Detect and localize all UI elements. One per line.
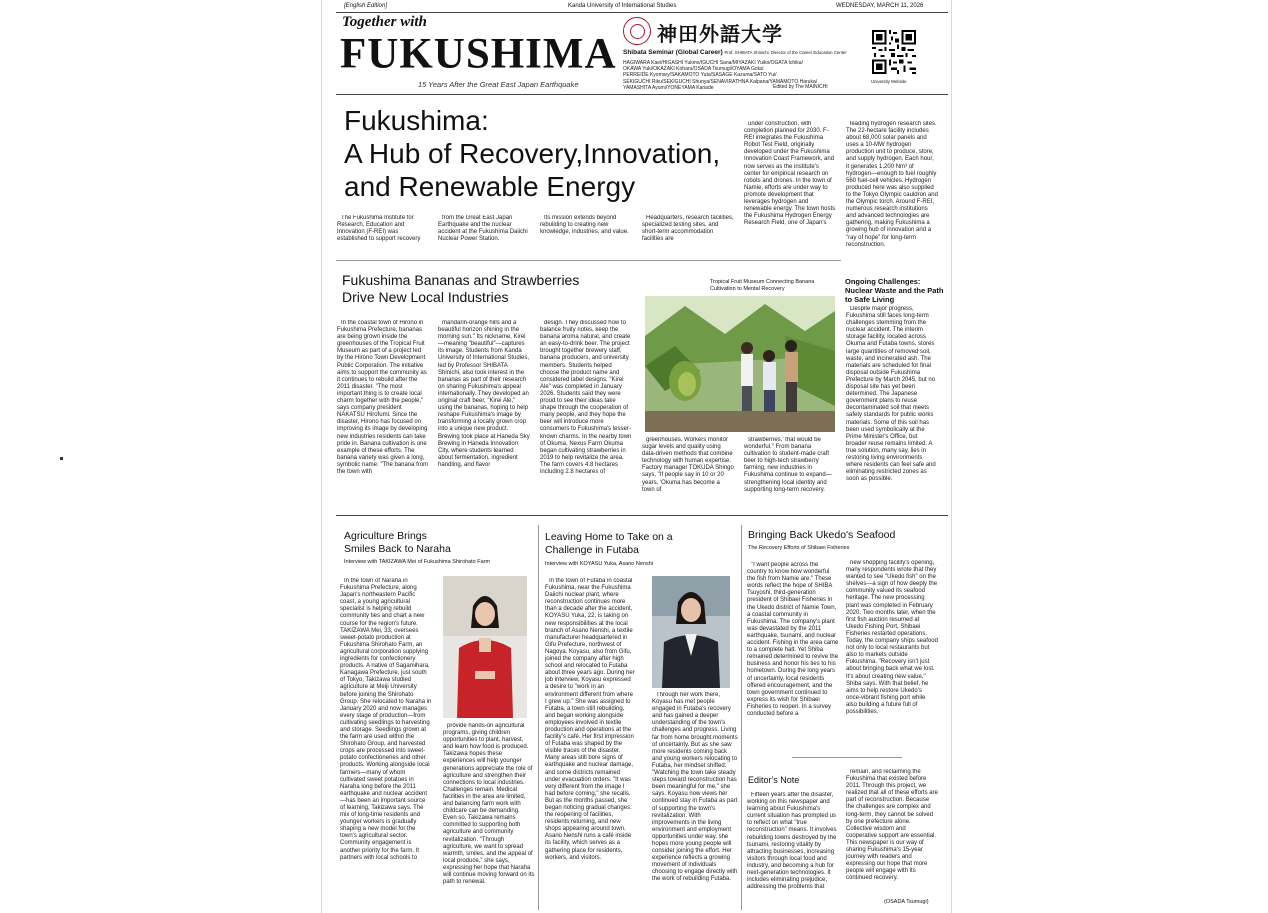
ukedo-byline: The Recovery Efforts of Shibaei Fisheries (748, 545, 850, 551)
futaba-headline: Leaving Home to Take on a Challenge in Futaba (545, 531, 673, 556)
bananas-headline: Fukushima Bananas and Strawberries Drive New Local Industries (342, 272, 580, 305)
newspaper-page (321, 0, 952, 913)
divider-1 (538, 525, 539, 910)
edited-by: Edited by The MAINICHI (773, 84, 828, 90)
top-rule (336, 12, 948, 13)
masthead-title: FUKUSHIMA (340, 29, 617, 78)
qr-caption: University Website (871, 79, 907, 84)
naraha-headline: Agriculture Brings Smiles Back to Naraha (344, 530, 451, 555)
lead-col-5: under construction, with completion planned for 2030. F-REI integrates the Fukushima Robot Test Field, originally developed under the Fukushima Innovation Coast Framework, and now serves as the institute's center for empirical research on robots and drones. In the town of Namie, efforts are under way to promote development that leverages hydrogen and renewable energy. The town hosts the Fukushima Hydrogen Energy Research Field, one of Japan's (744, 121, 836, 227)
futaba-col-2: Through her work there, Koyasu has met people engaged in Futaba's recovery and has gained a deeper understanding of the town's challenges and progress. Living far from home brought moments of uncertainty. But as she saw more residents coming back and young workers relocating to Futaba, her mindset shifted. "Watching the town take steady steps toward reconstruction has been meaningful for me," she says. Koyasu now views her continued stay in Futaba as part of supporting the town's revitalization. With improvements in the living environment and employment opportunities under way, she hopes more young people will consider joining the effort. Her experience reflects a growing movement of individuals choosing to engage directly with the work of rebuilding Futaba. (652, 692, 738, 883)
lead-col-1: The Fukushima Institute for Research, Education and Innovation (F-REI) was established to support recovery (337, 215, 421, 243)
middle-rule (336, 515, 948, 516)
university-logo-icon (623, 17, 651, 45)
sidebar-headline: Ongoing Challenges: Nuclear Waste and the Path to Safe Living (845, 277, 944, 304)
masthead-subtitle: 15 Years After the Great East Japan Earthquake (418, 80, 579, 89)
lead-headline: Fukushima: A Hub of Recovery,Innovation, and Renewable Energy (344, 105, 721, 202)
seminar-title: Shibata Seminar (Global Career) Prof. SHIBATA Shinichi, Director of the Career Education Center (623, 49, 847, 56)
ukedo-col-1: "I want people across the country to know how wonderful the fish from Namie are." These words reflect the hope of SHIBA Tsuyoshi, third-generation president of Shibaei Fisheries in the Ukedo district of Namie Town, a coastal community in Fukushima. The company's plant was devastated by the 2011 earthquake, tsunami, and nuclear accident. Fishing in the area came to a complete halt. Yet Shiba remained determined to revive the business and honor his ties to his hometown. During the long years of uncertainty, local residents offered encouragement, and the town government continued to express its wish for Shibaei Fisheries to reopen. In a survey conducted before a (747, 562, 839, 717)
lead-col-2: from the Great East Japan Earthquake and the nuclear accident at the Fukushima Daiichi Nuclear Power Station. (438, 215, 528, 243)
ukedo-col-2: new shopping facility's opening, many respondents wrote that they wanted to see "Ukedo fish" on the shelves—a sign of how deeply the community valued its seafood heritage. The new processing plant was completed in February 2020. Two months later, when the first fish auction resumed at Ukedo Fishing Port, Shibaei Fisheries restarted operations. Today, the company ships seafood not only to local restaurants but also to markets outside Fukushima. "Recovery isn't just about bringing back what we lost. It's about creating new value," Shiba says. With that belief, he aims to help restore Ukedo's once-vibrant fishing port while also building a future full of possibilities. (846, 560, 938, 715)
lead-col-4: Headquarters, research facilities, specialized testing sites, and short-term accommodation facilities are (642, 215, 734, 243)
editor-signature: (OSADA Tsumugi) (884, 899, 929, 905)
university-name-jp: 神田外語大学 (657, 24, 783, 46)
futaba-col-1: In the town of Futaba in coastal Fukushima, near the Fukushima Daiichi nuclear plant, where reconstruction continues more than a decade after the accident, KOYASU Yuka, 22, is taking on new responsibilities at the local branch of Asano Nenshi, a textile manufacturer headquartered in Gifu Prefecture, northwest of Nagoya. Koyasu, also from Gifu, joined the company after high school and relocated to Futaba about three years ago. During her job interview, Koyasu expressed a desire to "work in an environment different from where I grew up." She was assigned to Futaba, a town still rebuilding, and began working alongside employees involved in textile production and operations at the facility's café. Her first impression of Futaba was shaped by the visible traces of the disaster. Many areas still bore signs of earthquake and nuclear damage, and some districts remained under evacuation orders. "It was very different from the image I had before coming," she recalls. But as the months passed, she began noticing gradual changes: the reopening of facilities, residents returning, and new shops appearing around town. Asano Nenshi runs a café inside its facility, which serves as a gathering place for residents, workers, and visitors. (545, 578, 635, 861)
lead-rule (336, 260, 841, 261)
ukedo-headline: Bringing Back Ukedo's Seafood (748, 529, 896, 541)
date-label: WEDNESDAY, MARCH 11, 2026 (836, 3, 924, 9)
futaba-byline: Interview with KOYASU Yuka, Asano Nenshi (545, 561, 654, 567)
naraha-col-1: In the town of Naraha in Fukushima Prefecture, along Japan's northeastern Pacific coast, a young agricultural specialist is helping rebuild community ties and chart a new course for the region's future. TAKIZAWA Mei, 33, oversees sweet-potato production at Fukushima Shirohato Farm, an agricultural corporation supplying ingredients for confectionery products. A native of Sagamihara, Kanagawa Prefecture, just south of Tokyo, Takizawa studied agriculture at Meiji University before joining the Shirohato Group. She relocated to Naraha in January 2020 and now manages every stage of production—from cultivating seedlings to harvesting and storage. Seedlings grown at the farm are used within the Shirohato Group, and harvested crops are processed into sweet-potato confectioneries and other products. Working alongside local farmers—many of whom cultivated sweet potatoes in Naraha long before the 2011 earthquake and nuclear accident—has been an important source of learning, Takizawa says. The mix of long-time residents and younger workers is gradually shaping a new model for the town's agricultural sector. Community engagement is another priority for the farm. It partners with local schools to (340, 578, 432, 861)
koyasu-photo (652, 576, 730, 688)
member-list: HAGIWARA Kaei/HIGASHI Yukino/IGUCHI Sana/MIYAZAKI Yuiko/OGATA Ichika/ OKAWA Yuki/OKAZAKI Koharu/OSADA Tsumugi/OYAMA Gota/ PERREIDE Kyomary/SAKAMOTO Yuta/SASAGE Kazuma/SATO Yui/ SEKIGUCHI Riku/SEKIGUCHI Shunya/SENAVIRATHNA Kalpana/YAMAMOTO Haruka/ YAMASHITA Ayumi/YONEYAMA Kanade Edited by The MAINICHI (623, 60, 828, 91)
qr-code-icon[interactable] (872, 30, 916, 74)
bananas-photo-caption: Tropical Fruit Museum Connecting Banana Cultivation to Mental Recovery (710, 279, 815, 292)
lead-col-3: Its mission extends beyond rebuilding to creating new knowledge, industries, and value. (540, 215, 629, 236)
lead-col-6: leading hydrogen research sites. The 22-hectare facility includes about 68,000 solar panels and uses a 10-MW hydrogen production unit to produce, store, and supply hydrogen. Each hour, it generates 1,200 Nm³ of hydrogen—enough to fuel roughly 560 fuel-cell vehicles. Hydrogen produced here was also supplied to the Tokyo Olympic cauldron and the Olympic torch. Around F-REI, numerous research institutions and advanced technologies are gathering, making Fukushima a growing hub of innovation and a "ray of hope" for long-term reconstruction. (846, 121, 938, 248)
bananas-col-2: mandarin-orange hills and a beautiful horizon shining in the morning sun." Its nickname, Kirei—meaning "beautiful"—captures its image. Students from Kanda University of International Studies, led by Professor SHIBATA Shinichi, also took interest in the bananas as part of their research on sharing Fukushima's appeal internationally. They developed an original craft beer, "Kirei Ale," using the bananas, hoping to help reshape Fukushima's image by transforming a locally grown crop into a unique new product. Brewing took place at Haneda Sky Brewing in Haneda Innovation City, where students learned about fermentation, ingredient handling, and flavor (438, 320, 530, 468)
divider-2 (741, 525, 742, 910)
editor-headline: Editor's Note (748, 775, 800, 785)
university-label: Kanda University of International Studies (568, 3, 677, 9)
naraha-col-2: provide hands-on agricultural programs, giving children opportunities to plant, harvest, and learn how food is produced. Takizawa hopes these experiences will help younger generations appreciate the role of agriculture and strengthen their connections to local industries. Challenges remain. Medical facilities in the area are limited, and balancing farm work with childcare can be demanding. Even so, Takizawa remains committed to supporting both agriculture and community revitalization. "Through agriculture, we want to spread warmth, smiles, and the appeal of local produce," she says, expressing her hope that Naraha will continue moving forward on its path to renewal. (443, 723, 535, 886)
bananas-col-5: strawberries,' that would be wonderful." From banana cultivation to student-made craft beer to high-tech strawberry farming, new industries in Fukushima continue to expand—strengthening local identity and supporting long-term recovery. (744, 437, 832, 493)
stray-dot (60, 457, 63, 460)
editor-col-2: remain, and reclaiming the Fukushima that existed before 2011. Through this project, we realized that all of these efforts are part of reconstruction. Because the challenges are complex and long-term, they cannot be solved by one prefecture alone. Collective wisdom and cooperative support are essential. This newspaper is our way of sharing Fukushima's 15-year journey with readers and expressing our hope that more people will engage with its continued recovery. (846, 769, 938, 882)
masthead-rule (336, 94, 948, 95)
sidebar-body: Despite major progress, Fukushima still faces long-term challenges stemming from the nuclear accident. The interim storage facility, located across Okuma and Futaba towns, stores large quantities of removed soil, waste, and incinerated ash. The materials are scheduled for final disposal outside Fukushima Prefecture by March 2045, but no disposal site has yet been determined. The Japanese government plans to reuse decontaminated soil that meets safety standards for public works materials. Some of this soil has been used symbolically at the Prime Minister's Office, but broader reuse remains limited. A true solution, many say, lies in restoring living environments where residents can feel safe and eliminating restricted zones as soon as possible. (846, 306, 936, 483)
bananas-col-1: In the coastal town of Hirono in Fukushima Prefecture, bananas are being grown inside the greenhouses of the Tropical Fruit Museum as part of a project led by the Hirono Town Development Public Corporation. The initiative aims to support the community as it continues to rebuild after the 2011 disaster. "The most important thing is to create local charm together with the people," says company president NAKATSU Hirofumi. Since the disaster, Hirono has focused on improving its image by developing new industries residents can take pride in. Banana cultivation is one example of these efforts. The banana variety was given a long, symbolic name: "The banana from the town with (337, 320, 429, 475)
editor-col-1: Fifteen years after the disaster, working on this newspaper and learning about Fukushima's current situation has prompted us to reflect on what "true reconstruction" means. It involves rebuilding towns destroyed by the tsunami, restoring vitality by attracting businesses, increasing visitors through local food and industry, and becoming a hub for next-generation technologies. It includes eliminating prejudice, addressing the problems that (747, 792, 837, 891)
edition-label: [English Edition] (344, 3, 388, 9)
together-with: Together with (342, 14, 427, 30)
takizawa-photo (443, 576, 527, 718)
naraha-byline: Interview with TAKIZAWA Mei of Fukushima Shirohato Farm (344, 559, 491, 565)
bananas-col-4: greenhouses. Workers monitor sugar levels and quality using data-driven methods that combine technology with human expertise. Factory manager TOKUDA Shingo says, "If people say in 10 or 20 years, 'Okuma has become a town of (642, 437, 734, 493)
banana-greenhouse-photo (645, 296, 835, 432)
bananas-col-3: design. They discussed how to balance fruity notes, keep the banana aroma natural, and create an easy-to-drink beer. The project brought together brewery staff, banana producers, and university members. Students helped choose the product name and considered label designs. "Kirei Ale" was completed in January 2026. Students said they were proud to see their ideas take shape through the cooperation of many people, and they hope the beer will introduce more consumers to Fukushima's lesser-known charms. In the nearby town of Okuma, Nexus Farm Okuma began cultivating strawberries in 2019 to help revitalize the area. The farm covers 4.8 hectares including 2.8 hectares of (540, 320, 632, 475)
editor-rule (792, 757, 902, 758)
